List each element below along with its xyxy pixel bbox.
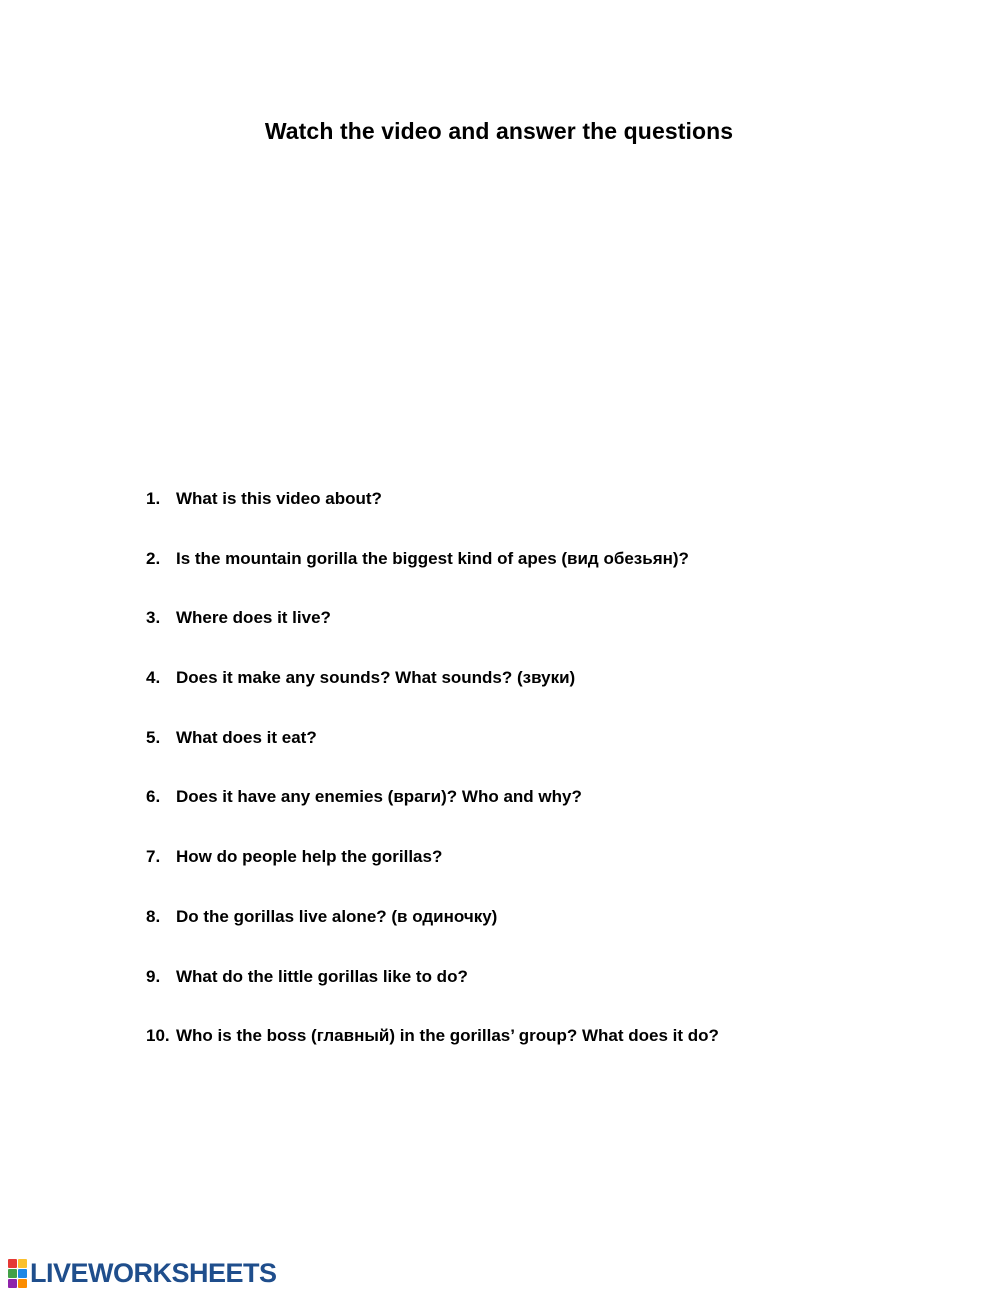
question-text: What is this video about?	[176, 489, 382, 508]
question-number: 4.	[146, 668, 161, 688]
question-list	[146, 488, 719, 1085]
question-number: 10.	[146, 1026, 170, 1046]
logo-square	[8, 1259, 17, 1268]
logo-text: LIVEWORKSHEETS	[30, 1258, 277, 1288]
question-item	[146, 488, 719, 548]
page-title: Watch the video and answer the questions	[264, 118, 734, 144]
question-text: Who is the boss (главный) in the gorillas’ group? What does it do?	[176, 1026, 719, 1046]
question-text: Does it make any sounds? What sounds? (звуки)	[176, 668, 576, 688]
question-text: How do people help the gorillas?	[176, 847, 443, 867]
logo-square	[18, 1259, 27, 1268]
question-number: 5.	[146, 727, 161, 747]
question-text: What do the little gorillas like to do?	[176, 966, 468, 986]
logo-square	[18, 1279, 27, 1288]
liveworksheets-logo	[8, 1259, 277, 1287]
question-number: 3.	[146, 608, 161, 628]
question-text: Does it have any enemies (враги)? Who and why?	[176, 787, 582, 807]
question-item	[146, 906, 719, 966]
question-text: Is the mountain gorilla the biggest kind of apes (вид обезьян)?	[176, 548, 689, 568]
question-text: What does it eat?	[176, 727, 317, 747]
question-item	[146, 548, 719, 608]
question-item	[146, 846, 719, 906]
question-item	[146, 966, 719, 1026]
question-item	[146, 786, 719, 846]
question-item	[146, 1025, 719, 1085]
logo-square	[18, 1269, 27, 1278]
question-text: Do the gorillas live alone? (в одиночку)	[176, 906, 498, 926]
logo-square	[8, 1269, 17, 1278]
question-number: 8.	[146, 906, 161, 926]
question-number: 1.	[146, 489, 161, 508]
logo-square	[8, 1279, 17, 1288]
question-number: 2.	[146, 548, 161, 568]
logo-mark-icon	[8, 1259, 27, 1288]
question-number: 6.	[146, 787, 161, 807]
question-number: 7.	[146, 847, 161, 867]
question-text: Where does it live?	[176, 608, 331, 628]
question-item	[146, 607, 719, 667]
question-number: 9.	[146, 966, 161, 986]
question-item	[146, 667, 719, 727]
question-item	[146, 727, 719, 787]
